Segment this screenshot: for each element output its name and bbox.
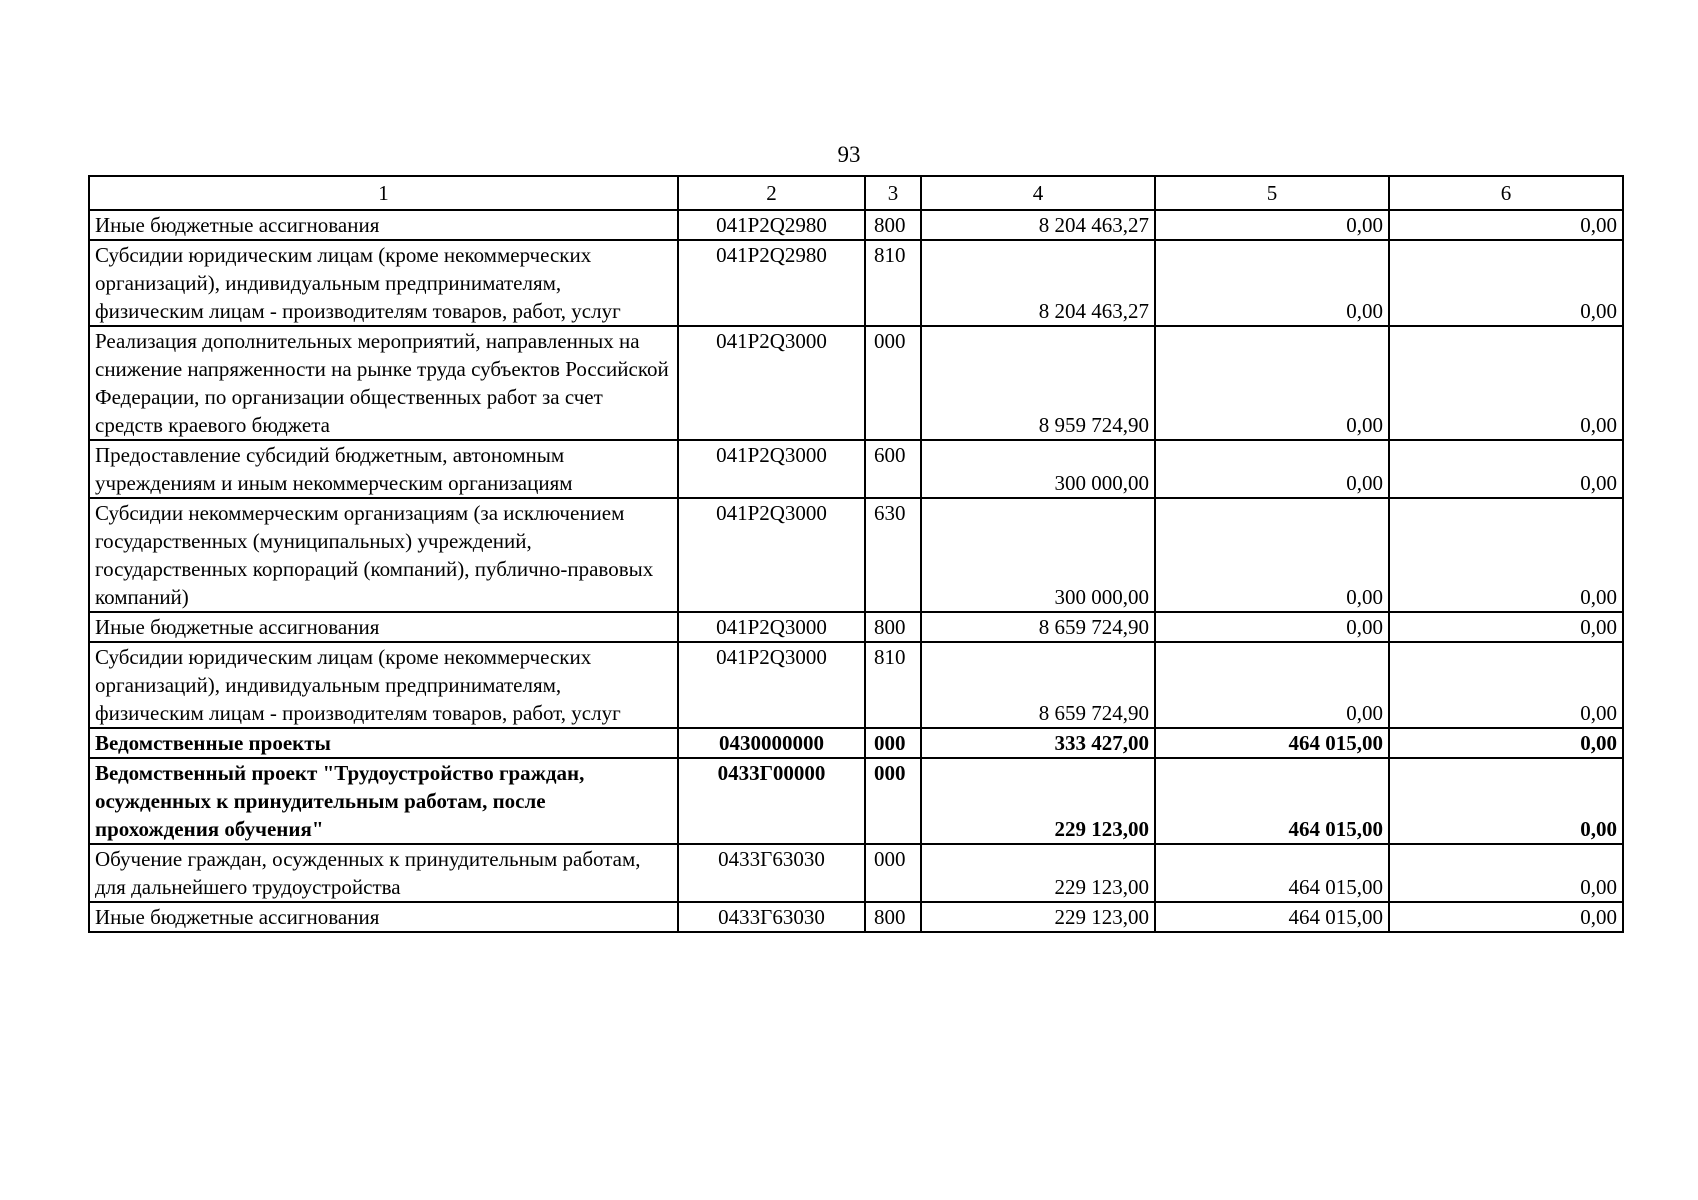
- cell-amount-4: 8 659 724,90: [921, 612, 1155, 642]
- cell-amount-4: 300 000,00: [921, 498, 1155, 612]
- cell-amount-5: 0,00: [1155, 210, 1389, 240]
- cell-type: 000: [865, 728, 921, 758]
- cell-name: Иные бюджетные ассигнования: [89, 612, 678, 642]
- header-col-1: 1: [89, 176, 678, 210]
- cell-type: 630: [865, 498, 921, 612]
- cell-name: Предоставление субсидий бюджетным, автономным учреждениям и иным некоммерческим организациям: [89, 440, 678, 498]
- cell-amount-6: 0,00: [1389, 240, 1623, 326]
- header-col-2: 2: [678, 176, 865, 210]
- cell-name: Ведомственный проект "Трудоустройство граждан, осужденных к принудительным работам, после прохождения обучения": [89, 758, 678, 844]
- cell-amount-4: 229 123,00: [921, 758, 1155, 844]
- table-row: [89, 902, 1623, 932]
- cell-amount-4: 8 204 463,27: [921, 240, 1155, 326]
- budget-table: [88, 175, 1624, 933]
- cell-code: 041P2Q3000: [678, 498, 865, 612]
- cell-code: 041P2Q3000: [678, 612, 865, 642]
- cell-code: 0433Г63030: [678, 902, 865, 932]
- cell-amount-6: 0,00: [1389, 758, 1623, 844]
- cell-amount-5: 0,00: [1155, 612, 1389, 642]
- cell-type: 810: [865, 642, 921, 728]
- cell-type: 800: [865, 902, 921, 932]
- table-row: [89, 642, 1623, 728]
- cell-amount-4: 8 659 724,90: [921, 642, 1155, 728]
- cell-amount-6: 0,00: [1389, 326, 1623, 440]
- cell-code: 041P2Q2980: [678, 240, 865, 326]
- header-col-6: 6: [1389, 176, 1623, 210]
- cell-name: Реализация дополнительных мероприятий, направленных на снижение напряженности на рынке труда субъектов Российской Федерации, по организации общественных работ за счет средств краевого бюджета: [89, 326, 678, 440]
- cell-type: 000: [865, 844, 921, 902]
- cell-code: 041P2Q2980: [678, 210, 865, 240]
- cell-name: Иные бюджетные ассигнования: [89, 210, 678, 240]
- table-row-total: [89, 758, 1623, 844]
- cell-amount-6: 0,00: [1389, 440, 1623, 498]
- cell-name: Субсидии юридическим лицам (кроме некоммерческих организаций), индивидуальным предпринимателям, физическим лицам - производителям товаров, работ, услуг: [89, 642, 678, 728]
- cell-type: 600: [865, 440, 921, 498]
- cell-amount-5: 464 015,00: [1155, 758, 1389, 844]
- cell-amount-6: 0,00: [1389, 844, 1623, 902]
- cell-amount-5: 0,00: [1155, 498, 1389, 612]
- cell-amount-5: 464 015,00: [1155, 902, 1389, 932]
- cell-amount-5: 0,00: [1155, 326, 1389, 440]
- cell-name: Субсидии юридическим лицам (кроме некоммерческих организаций), индивидуальным предпринимателям, физическим лицам - производителям товаров, работ, услуг: [89, 240, 678, 326]
- cell-amount-6: 0,00: [1389, 642, 1623, 728]
- cell-amount-4: 8 959 724,90: [921, 326, 1155, 440]
- cell-type: 000: [865, 326, 921, 440]
- header-col-5: 5: [1155, 176, 1389, 210]
- cell-name: Иные бюджетные ассигнования: [89, 902, 678, 932]
- cell-name: Обучение граждан, осужденных к принудительным работам, для дальнейшего трудоустройства: [89, 844, 678, 902]
- cell-amount-6: 0,00: [1389, 210, 1623, 240]
- cell-type: 800: [865, 612, 921, 642]
- cell-type: 810: [865, 240, 921, 326]
- page-number: 93: [837, 142, 861, 167]
- table-row: [89, 498, 1623, 612]
- cell-amount-5: 464 015,00: [1155, 844, 1389, 902]
- header-row: [89, 176, 1623, 210]
- cell-name: Субсидии некоммерческим организациям (за исключением государственных (муниципальных) учреждений, государственных корпораций (компаний), публично-правовых компаний): [89, 498, 678, 612]
- header-col-4: 4: [921, 176, 1155, 210]
- cell-amount-5: 464 015,00: [1155, 728, 1389, 758]
- cell-code: 0433Г00000: [678, 758, 865, 844]
- cell-amount-6: 0,00: [1389, 612, 1623, 642]
- cell-code: 0433Г63030: [678, 844, 865, 902]
- cell-amount-4: 300 000,00: [921, 440, 1155, 498]
- cell-amount-4: 229 123,00: [921, 844, 1155, 902]
- cell-amount-4: 333 427,00: [921, 728, 1155, 758]
- table-row: [89, 210, 1623, 240]
- cell-code: 041P2Q3000: [678, 326, 865, 440]
- table-row: [89, 440, 1623, 498]
- header-col-3: 3: [865, 176, 921, 210]
- cell-amount-6: 0,00: [1389, 902, 1623, 932]
- cell-code: 041P2Q3000: [678, 642, 865, 728]
- cell-type: 800: [865, 210, 921, 240]
- cell-amount-6: 0,00: [1389, 498, 1623, 612]
- cell-amount-4: 229 123,00: [921, 902, 1155, 932]
- cell-type: 000: [865, 758, 921, 844]
- cell-amount-4: 8 204 463,27: [921, 210, 1155, 240]
- table-row: [89, 844, 1623, 902]
- cell-amount-5: 0,00: [1155, 440, 1389, 498]
- table-row: [89, 326, 1623, 440]
- cell-amount-5: 0,00: [1155, 642, 1389, 728]
- cell-amount-5: 0,00: [1155, 240, 1389, 326]
- table-row: [89, 612, 1623, 642]
- cell-code: 041P2Q3000: [678, 440, 865, 498]
- cell-code: 0430000000: [678, 728, 865, 758]
- cell-amount-6: 0,00: [1389, 728, 1623, 758]
- table-row-total: [89, 728, 1623, 758]
- table-row: [89, 240, 1623, 326]
- cell-name: Ведомственные проекты: [89, 728, 678, 758]
